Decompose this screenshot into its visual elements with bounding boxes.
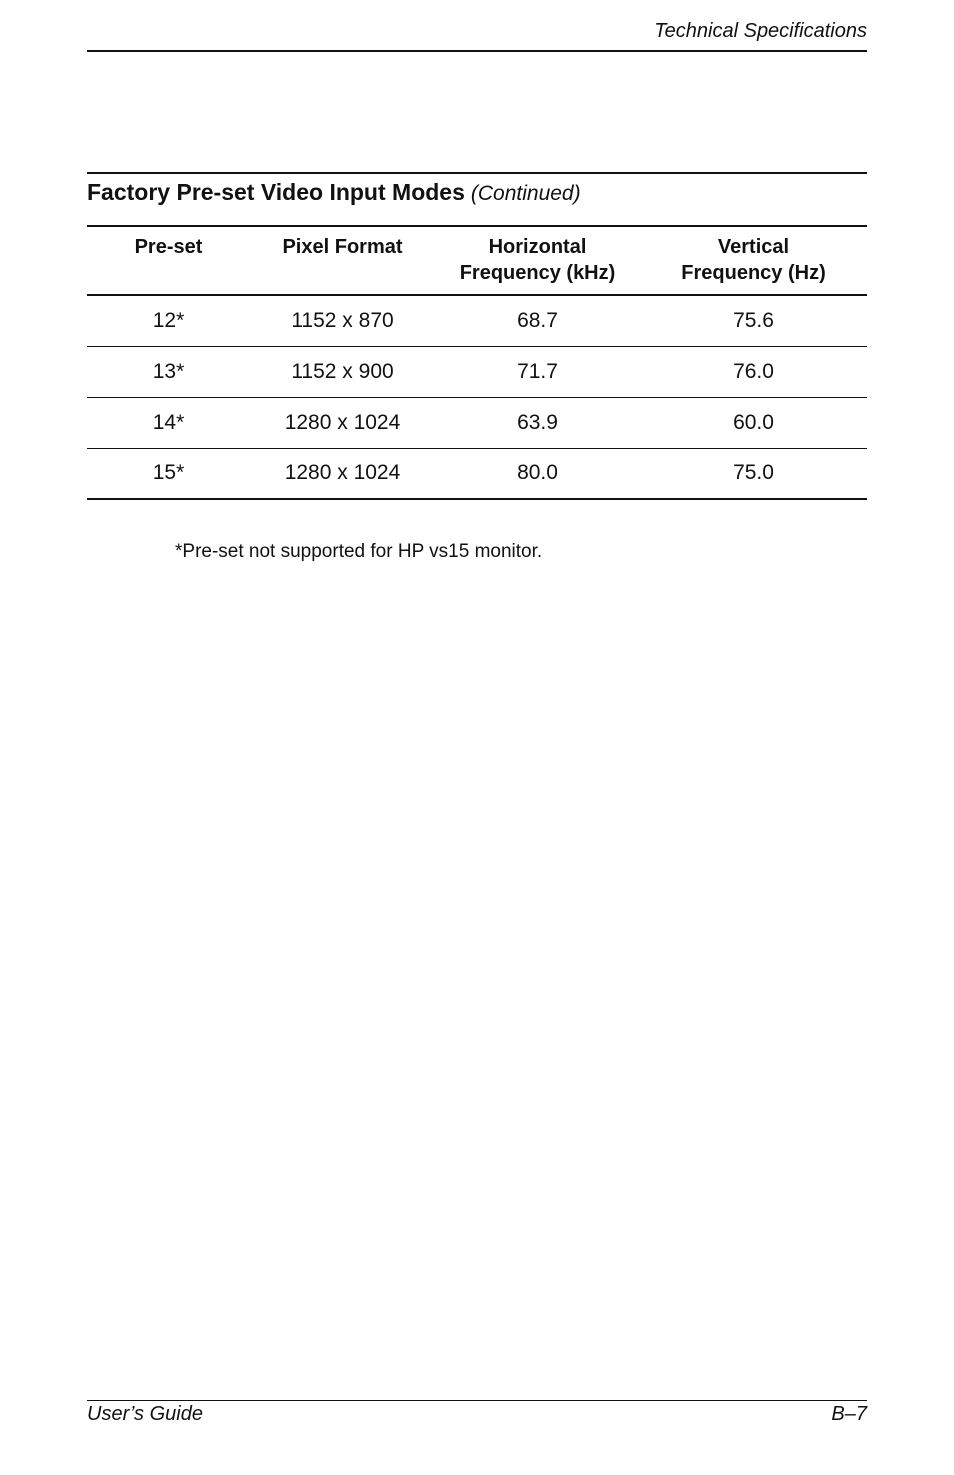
footer-guide-title: User’s Guide xyxy=(87,1403,203,1425)
column-header-pixel-format-line1: Pixel Format xyxy=(282,236,403,258)
column-header-horizontal-line2: Frequency (kHz) xyxy=(459,262,616,284)
footer-rule xyxy=(87,1400,867,1401)
cell-horizontal-frequency: 80.0 xyxy=(435,448,640,499)
table-title xyxy=(87,179,581,206)
cell-vertical-frequency: 75.0 xyxy=(640,448,867,499)
column-header-preset-line1: Pre-set xyxy=(134,236,203,258)
table-footnote: *Pre-set not supported for HP vs15 monitor. xyxy=(175,541,543,562)
cell-vertical-frequency: 76.0 xyxy=(640,346,867,397)
table-top-rule xyxy=(87,172,867,174)
header-rule xyxy=(87,50,867,52)
cell-preset: 13* xyxy=(87,346,250,397)
cell-preset: 12* xyxy=(87,295,250,346)
table-header-row xyxy=(87,227,867,295)
cell-preset: 15* xyxy=(87,448,250,499)
cell-pixel-format: 1152 x 870 xyxy=(250,295,435,346)
table-row xyxy=(87,448,867,499)
column-header-pixel-format xyxy=(250,227,435,295)
cell-pixel-format: 1280 x 1024 xyxy=(250,397,435,448)
cell-pixel-format: 1152 x 900 xyxy=(250,346,435,397)
table-row xyxy=(87,397,867,448)
cell-horizontal-frequency: 71.7 xyxy=(435,346,640,397)
column-header-vertical-line2: Frequency (Hz) xyxy=(681,262,826,284)
cell-horizontal-frequency: 63.9 xyxy=(435,397,640,448)
video-modes-table xyxy=(87,227,867,500)
column-header-horizontal-line1: Horizontal xyxy=(488,236,587,258)
cell-horizontal-frequency: 68.7 xyxy=(435,295,640,346)
cell-vertical-frequency: 60.0 xyxy=(640,397,867,448)
cell-pixel-format: 1280 x 1024 xyxy=(250,448,435,499)
table-row xyxy=(87,346,867,397)
table-row xyxy=(87,295,867,346)
column-header-horizontal-frequency xyxy=(435,227,640,295)
cell-vertical-frequency: 75.6 xyxy=(640,295,867,346)
running-header: Technical Specifications xyxy=(654,20,867,42)
column-header-vertical-line1: Vertical xyxy=(717,236,790,258)
table-title-suffix: (Continued) xyxy=(470,182,581,205)
column-header-vertical-frequency xyxy=(640,227,867,295)
cell-preset: 14* xyxy=(87,397,250,448)
table-title-text: Factory Pre-set Video Input Modes xyxy=(87,179,465,205)
page-number: B–7 xyxy=(831,1403,867,1425)
column-header-preset xyxy=(87,227,250,295)
